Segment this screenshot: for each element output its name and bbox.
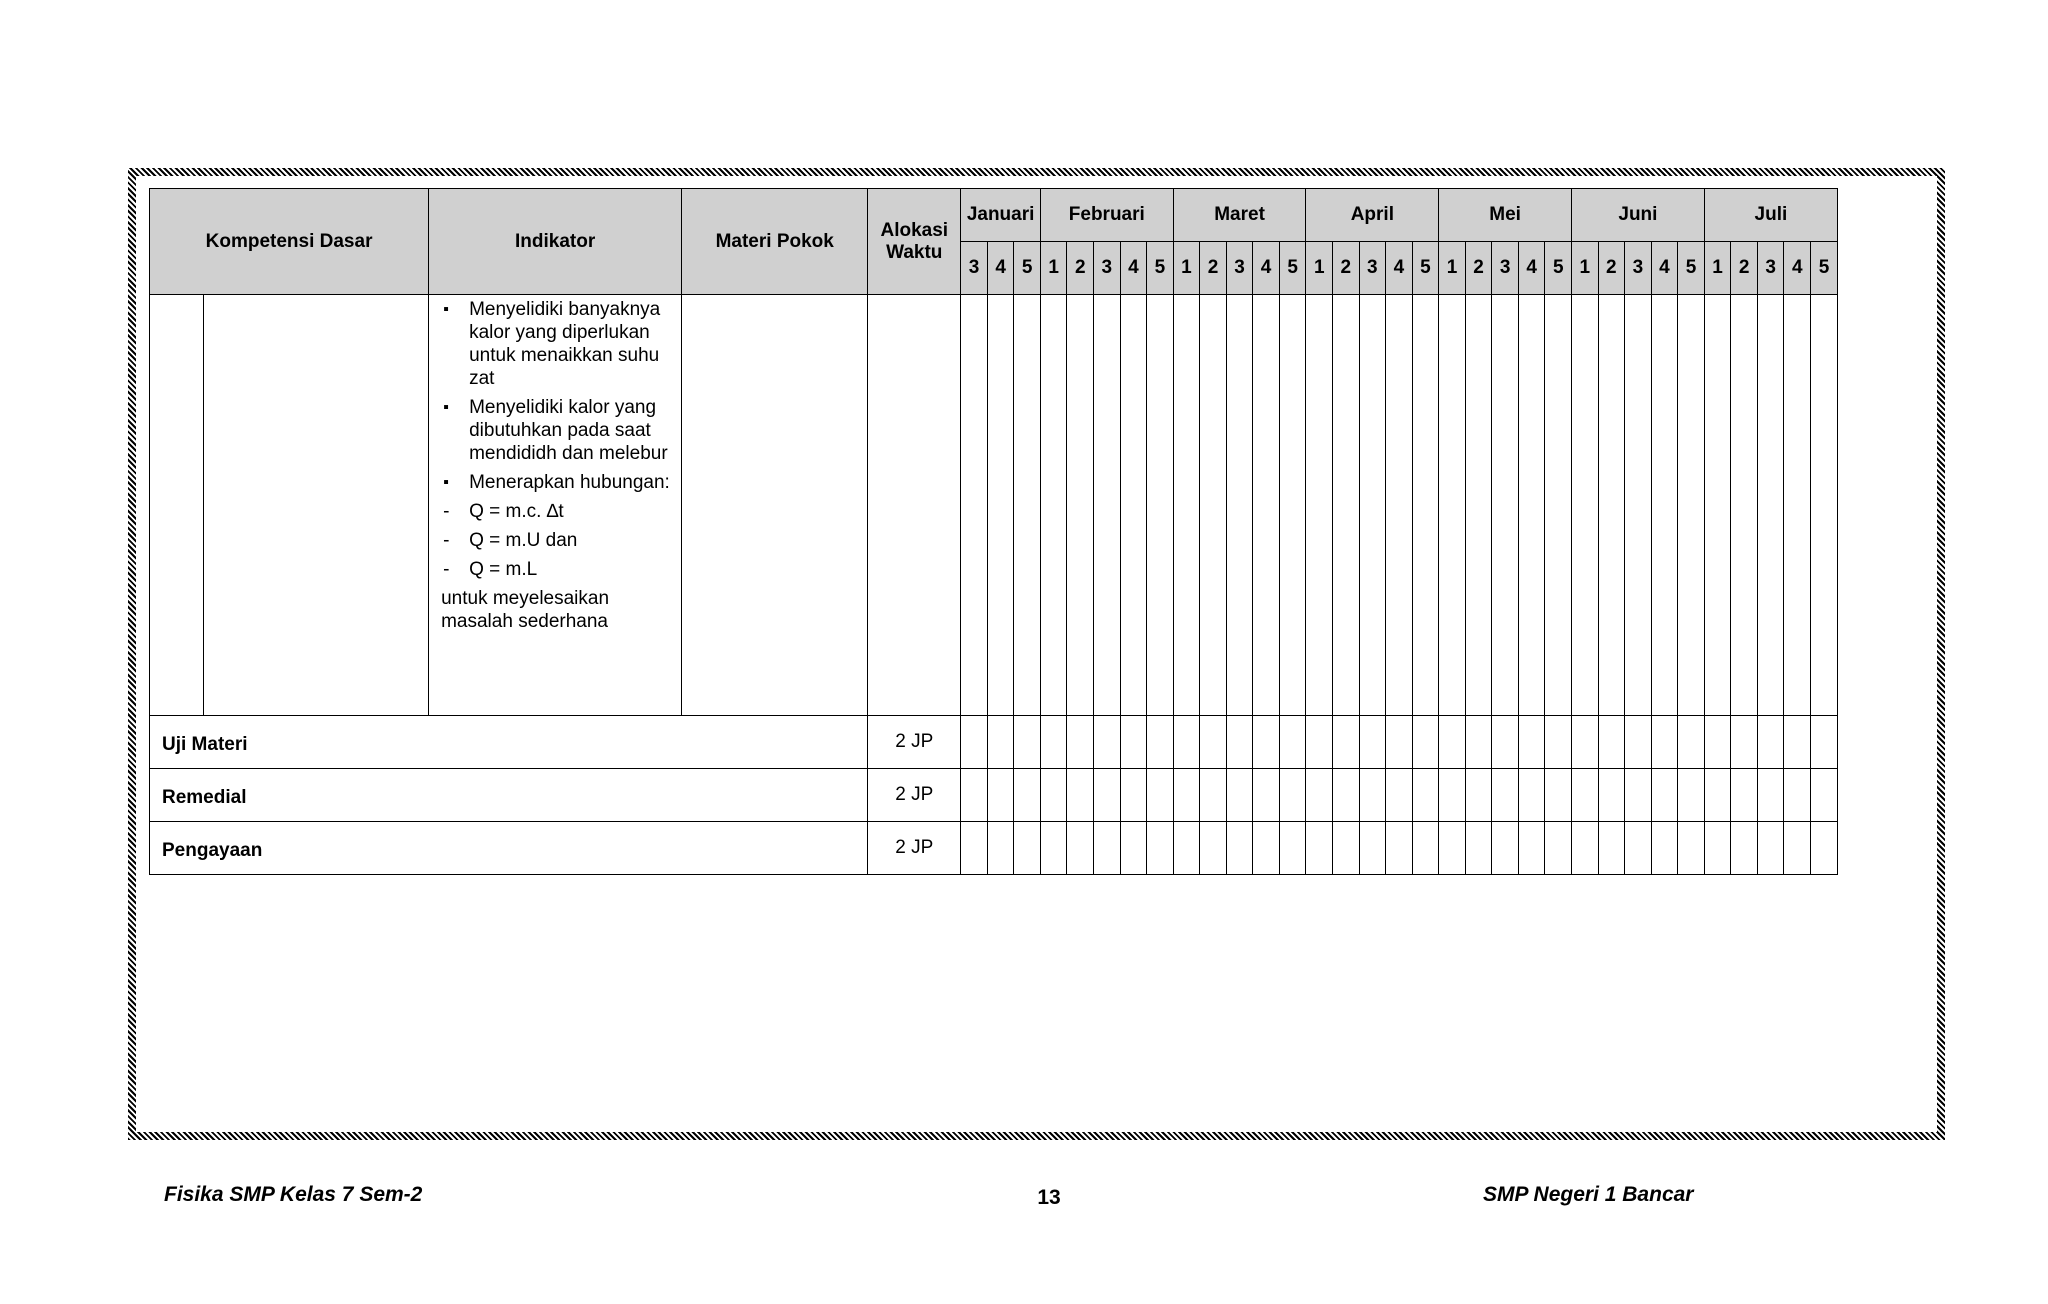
week-cell [1226, 716, 1253, 769]
week-cell [1757, 822, 1784, 875]
week-cell [1625, 769, 1652, 822]
week-cell [1147, 822, 1174, 875]
week-cell [1598, 769, 1625, 822]
week-cell [1465, 716, 1492, 769]
week-cell [1625, 822, 1652, 875]
week-cell [1306, 822, 1333, 875]
week-cell [1678, 769, 1705, 822]
week-cell [1784, 295, 1811, 716]
week-cell [1625, 295, 1652, 716]
footer-page-number: 13 [1037, 1186, 1061, 1209]
week-cell [1545, 716, 1572, 769]
week-cell [987, 716, 1014, 769]
week-cell [1492, 716, 1519, 769]
indicator-cell [429, 295, 682, 716]
week-cell [1200, 769, 1227, 822]
month-header: Februari [1040, 189, 1173, 242]
week-cell [1572, 295, 1599, 716]
week-cell [1811, 295, 1838, 716]
week-cell [1811, 822, 1838, 875]
week-cell [1253, 716, 1280, 769]
week-cell [1518, 716, 1545, 769]
week-header: 5 [1014, 242, 1041, 295]
week-cell [1704, 822, 1731, 875]
week-header: 1 [1040, 242, 1067, 295]
indicator-item: - Q = m.c. ∆t [441, 500, 675, 523]
week-cell [987, 295, 1014, 716]
week-cell [1439, 822, 1466, 875]
kd-text-cell [204, 295, 429, 716]
week-cell [1226, 822, 1253, 875]
week-cell [1598, 295, 1625, 716]
week-cell [1253, 295, 1280, 716]
week-cell [1359, 716, 1386, 769]
week-header: 4 [1253, 242, 1280, 295]
week-header: 4 [1518, 242, 1545, 295]
week-cell [1253, 769, 1280, 822]
week-cell [1279, 295, 1306, 716]
week-header: 4 [987, 242, 1014, 295]
week-cell [1279, 716, 1306, 769]
week-header: 4 [1784, 242, 1811, 295]
week-cell [1518, 769, 1545, 822]
week-cell [1704, 716, 1731, 769]
week-cell [1386, 716, 1413, 769]
week-cell [1094, 769, 1121, 822]
week-cell [1094, 716, 1121, 769]
indicator-list [429, 295, 681, 581]
week-cell [1598, 716, 1625, 769]
week-cell [1014, 716, 1041, 769]
materi-pokok-cell [682, 295, 868, 716]
week-header: 3 [1625, 242, 1652, 295]
week-cell [1572, 822, 1599, 875]
week-header: 3 [1492, 242, 1519, 295]
week-cell [1253, 822, 1280, 875]
week-cell [1518, 295, 1545, 716]
week-header: 1 [1572, 242, 1599, 295]
week-header: 4 [1651, 242, 1678, 295]
summary-alokasi: 2 JP [868, 769, 961, 822]
week-cell [1651, 716, 1678, 769]
week-cell [1784, 822, 1811, 875]
week-cell [1412, 769, 1439, 822]
week-header: 3 [1094, 242, 1121, 295]
week-cell [1465, 769, 1492, 822]
summary-row [150, 769, 1838, 822]
week-header: 4 [1386, 242, 1413, 295]
week-cell [1572, 769, 1599, 822]
month-header: Juli [1704, 189, 1837, 242]
week-cell [1333, 769, 1360, 822]
week-cell [1067, 822, 1094, 875]
week-cell [1386, 295, 1413, 716]
week-header: 4 [1120, 242, 1147, 295]
indicator-item: - Q = m.L [441, 558, 675, 581]
week-cell [1173, 822, 1200, 875]
week-header: 3 [1757, 242, 1784, 295]
summary-label: Uji Materi [150, 716, 868, 769]
indicator-item: ▪ Menerapkan hubungan: [441, 471, 675, 494]
week-header: 5 [1811, 242, 1838, 295]
week-cell [987, 769, 1014, 822]
week-cell [1731, 295, 1758, 716]
week-cell [1386, 769, 1413, 822]
week-cell [1465, 295, 1492, 716]
week-header: 5 [1412, 242, 1439, 295]
week-cell [1200, 295, 1227, 716]
week-cell [1757, 716, 1784, 769]
week-cell [1120, 769, 1147, 822]
summary-alokasi: 2 JP [868, 716, 961, 769]
week-cell [1678, 822, 1705, 875]
week-cell [1784, 716, 1811, 769]
week-cell [1173, 716, 1200, 769]
summary-label: Pengayaan [150, 822, 868, 875]
week-header: 3 [1359, 242, 1386, 295]
header-kompetensi-dasar: Kompetensi Dasar [150, 189, 429, 295]
week-header: 1 [1173, 242, 1200, 295]
week-cell [1040, 716, 1067, 769]
week-cell [1359, 769, 1386, 822]
week-cell [961, 716, 988, 769]
month-header: Mei [1439, 189, 1572, 242]
week-cell [1731, 822, 1758, 875]
week-header: 1 [1704, 242, 1731, 295]
week-header: 1 [1439, 242, 1466, 295]
header-alokasi-line1: Alokasi [880, 219, 949, 241]
week-cell [1147, 295, 1174, 716]
week-cell [1120, 716, 1147, 769]
week-cell [1226, 769, 1253, 822]
week-cell [1279, 822, 1306, 875]
week-header: 2 [1731, 242, 1758, 295]
week-cell [1492, 769, 1519, 822]
summary-row [150, 822, 1838, 875]
summary-row [150, 716, 1838, 769]
indicator-item: - Q = m.U dan [441, 529, 675, 552]
week-cell [1731, 769, 1758, 822]
week-cell [1359, 822, 1386, 875]
month-header: Maret [1173, 189, 1306, 242]
week-cell [1492, 295, 1519, 716]
indicator-item: ▪ Menyelidiki kalor yang dibutuhkan pada saat mendididh dan melebur [441, 396, 675, 465]
week-header: 2 [1598, 242, 1625, 295]
week-header: 2 [1200, 242, 1227, 295]
week-cell [1757, 295, 1784, 716]
week-cell [1572, 716, 1599, 769]
header-materi-pokok: Materi Pokok [682, 189, 868, 295]
week-header: 5 [1279, 242, 1306, 295]
week-cell [1465, 822, 1492, 875]
week-header: 2 [1067, 242, 1094, 295]
week-cell [1040, 295, 1067, 716]
footer-school: SMP Negeri 1 Bancar [1483, 1183, 1694, 1206]
header-indikator: Indikator [429, 189, 682, 295]
week-cell [1412, 716, 1439, 769]
week-cell [961, 769, 988, 822]
week-cell [1518, 822, 1545, 875]
week-cell [1386, 822, 1413, 875]
week-header: 3 [1226, 242, 1253, 295]
week-cell [1094, 295, 1121, 716]
week-cell [1040, 822, 1067, 875]
week-cell [1014, 295, 1041, 716]
indicator-closing: untuk meyelesaikan masalah sederhana [441, 588, 610, 632]
week-cell [1279, 769, 1306, 822]
week-cell [1147, 716, 1174, 769]
week-cell [1678, 295, 1705, 716]
week-cell [1226, 295, 1253, 716]
footer-subject: Fisika SMP Kelas 7 Sem-2 [164, 1183, 423, 1206]
week-cell [1120, 295, 1147, 716]
week-cell [1014, 822, 1041, 875]
week-header: 1 [1306, 242, 1333, 295]
week-cell [961, 295, 988, 716]
week-cell [1200, 716, 1227, 769]
summary-label: Remedial [150, 769, 868, 822]
week-cell [1412, 822, 1439, 875]
week-cell [1040, 769, 1067, 822]
week-cell [1545, 295, 1572, 716]
week-cell [1094, 822, 1121, 875]
week-cell [1731, 716, 1758, 769]
week-cell [1147, 769, 1174, 822]
indicator-item: ▪ Menyelidiki banyaknya kalor yang diperlukan untuk menaikkan suhu zat [441, 298, 675, 390]
week-cell [1545, 769, 1572, 822]
week-cell [1439, 295, 1466, 716]
week-header: 5 [1678, 242, 1705, 295]
summary-alokasi: 2 JP [868, 822, 961, 875]
week-cell [1598, 822, 1625, 875]
week-cell [1333, 295, 1360, 716]
week-cell [1545, 822, 1572, 875]
week-cell [1067, 716, 1094, 769]
week-cell [1120, 822, 1147, 875]
schedule-table [149, 188, 1838, 875]
alokasi-cell [868, 295, 961, 716]
week-cell [1200, 822, 1227, 875]
header-alokasi-line2: Waktu [886, 241, 943, 263]
week-cell [1625, 716, 1652, 769]
week-cell [1439, 769, 1466, 822]
week-cell [1757, 769, 1784, 822]
week-cell [1811, 716, 1838, 769]
week-header: 2 [1333, 242, 1360, 295]
week-cell [1333, 716, 1360, 769]
week-cell [1651, 295, 1678, 716]
week-cell [961, 822, 988, 875]
week-cell [1359, 295, 1386, 716]
week-cell [1492, 822, 1519, 875]
header-alokasi-waktu [868, 189, 961, 295]
week-cell [1678, 716, 1705, 769]
week-cell [1306, 716, 1333, 769]
week-cell [1067, 295, 1094, 716]
month-header: Januari [961, 189, 1041, 242]
week-cell [1306, 769, 1333, 822]
week-cell [1412, 295, 1439, 716]
week-cell [1306, 295, 1333, 716]
week-cell [1651, 769, 1678, 822]
week-cell [1173, 295, 1200, 716]
kd-number-cell [150, 295, 204, 716]
week-cell [1014, 769, 1041, 822]
week-cell [1704, 769, 1731, 822]
week-header: 3 [961, 242, 988, 295]
week-header: 2 [1465, 242, 1492, 295]
week-cell [1811, 769, 1838, 822]
week-cell [1173, 769, 1200, 822]
week-cell [1067, 769, 1094, 822]
month-header: April [1306, 189, 1439, 242]
week-cell [987, 822, 1014, 875]
week-cell [1439, 716, 1466, 769]
month-header: Juni [1572, 189, 1705, 242]
week-cell [1784, 769, 1811, 822]
week-cell [1333, 822, 1360, 875]
week-header: 5 [1147, 242, 1174, 295]
week-cell [1651, 822, 1678, 875]
week-header: 5 [1545, 242, 1572, 295]
week-cell [1704, 295, 1731, 716]
